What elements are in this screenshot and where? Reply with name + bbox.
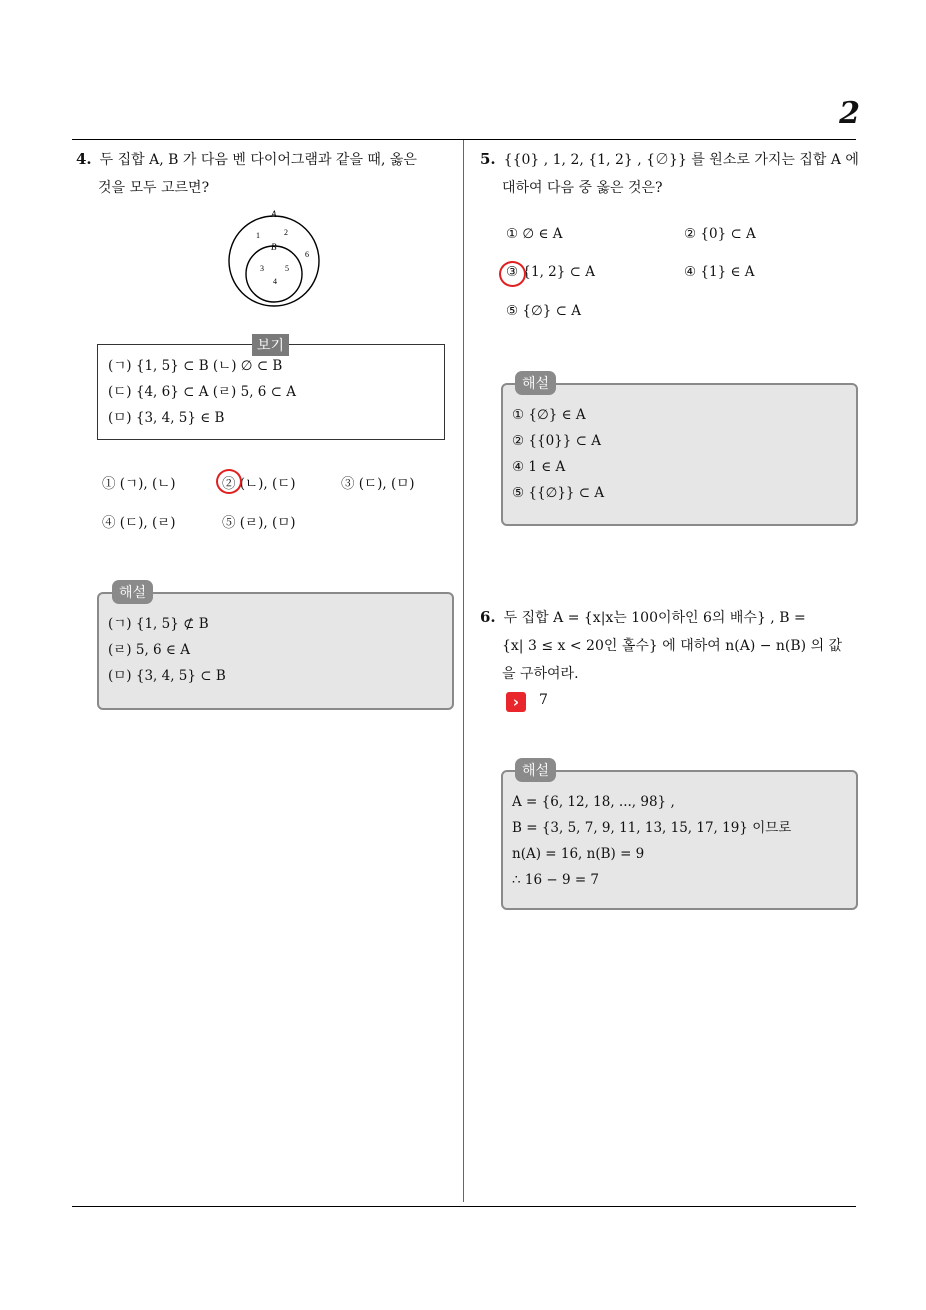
solution-line: ∴ 16 − 9 = 7 — [512, 872, 600, 888]
solution-line: (ㄹ) 5, 6 ∈ A — [108, 642, 190, 658]
choice-3[interactable]: ③ (ㄷ), (ㅁ) — [341, 476, 415, 492]
solution-label: 해설 — [112, 580, 153, 604]
solution-line: (ㄱ) {1, 5} ⊄ B — [108, 616, 209, 632]
question-text-line1: 두 집합 A, B 가 다음 벤 다이어그램과 같을 때, 옳은 — [99, 152, 417, 168]
venn-element: 5 — [285, 264, 289, 273]
venn-element: 2 — [284, 228, 288, 237]
answer-value: 7 — [539, 692, 548, 708]
choice-4[interactable]: ④ {1} ∈ A — [684, 264, 755, 280]
question-number: 4. — [76, 150, 92, 168]
question-text-line2: 것을 모두 고르면? — [98, 180, 210, 196]
question-5-stem — [480, 145, 858, 202]
bogi-line: (ㄷ) {4, 6} ⊂ A (ㄹ) 5, 6 ⊂ A — [108, 384, 297, 400]
venn-element: 1 — [256, 231, 260, 240]
bogi-line: (ㄱ) {1, 5} ⊂ B (ㄴ) ∅ ⊂ B — [108, 358, 283, 374]
solution-line: ① {∅} ∈ A — [512, 407, 586, 423]
question-text-line1: 두 집합 A = {x|x는 100이하인 6의 배수} , B = — [503, 610, 806, 626]
top-rule — [72, 139, 856, 140]
choice-2[interactable]: ② (ㄴ), (ㄷ) — [222, 476, 296, 492]
question-text-line2: 대하여 다음 중 옳은 것은? — [502, 180, 663, 196]
solution-label: 해설 — [515, 371, 556, 395]
question-text-line3: 을 구하여라. — [502, 666, 579, 682]
solution-line: B = {3, 5, 7, 9, 11, 13, 15, 17, 19} 이므로 — [512, 820, 792, 836]
answer-arrow-icon: › — [506, 692, 526, 712]
answer-mark-circle — [499, 261, 526, 287]
question-number: 6. — [480, 608, 496, 626]
solution-line: n(A) = 16, n(B) = 9 — [512, 846, 645, 862]
venn-label-a: A — [271, 209, 277, 219]
choice-4[interactable]: ④ (ㄷ), (ㄹ) — [102, 515, 176, 531]
choice-1[interactable]: ① (ㄱ), (ㄴ) — [102, 476, 176, 492]
question-text-line1: {{0} , 1, 2, {1, 2} , {∅}} 를 원소로 가지는 집합 A 에 — [503, 152, 859, 168]
solution-line: ⑤ {{∅}} ⊂ A — [512, 485, 605, 501]
solution-line: ② {{0}} ⊂ A — [512, 433, 601, 449]
bottom-rule — [72, 1206, 856, 1207]
question-4-stem — [76, 145, 460, 202]
choice-3[interactable]: ③ {1, 2} ⊂ A — [506, 264, 595, 280]
column-divider — [463, 140, 464, 1202]
venn-element: 4 — [273, 277, 277, 286]
solution-line: A = {6, 12, 18, ..., 98} , — [512, 794, 675, 810]
venn-circle-b — [246, 246, 302, 302]
solution-line: (ㅁ) {3, 4, 5} ⊂ B — [108, 668, 226, 684]
answer-mark-circle — [216, 469, 242, 494]
question-6-stem — [480, 603, 860, 688]
venn-element: 6 — [305, 250, 309, 259]
solution-label: 해설 — [515, 758, 556, 782]
choice-5[interactable]: ⑤ (ㄹ), (ㅁ) — [222, 515, 296, 531]
choice-2[interactable]: ② {0} ⊂ A — [684, 226, 756, 242]
page-number: 2 — [839, 96, 860, 131]
choice-5[interactable]: ⑤ {∅} ⊂ A — [506, 303, 581, 319]
venn-diagram — [226, 208, 326, 308]
solution-line: ④ 1 ∈ A — [512, 459, 566, 475]
venn-element: 3 — [260, 264, 264, 273]
bogi-label: 보기 — [252, 334, 289, 356]
venn-label-b: B — [271, 242, 277, 252]
question-number: 5. — [480, 150, 496, 168]
question-text-line2: {x| 3 ≤ x < 20인 홀수} 에 대하여 n(A) − n(B) 의 값 — [502, 638, 843, 654]
venn-circle-a — [229, 216, 319, 306]
choice-1[interactable]: ① ∅ ∈ A — [506, 226, 563, 242]
bogi-line: (ㅁ) {3, 4, 5} ∈ B — [108, 410, 225, 426]
